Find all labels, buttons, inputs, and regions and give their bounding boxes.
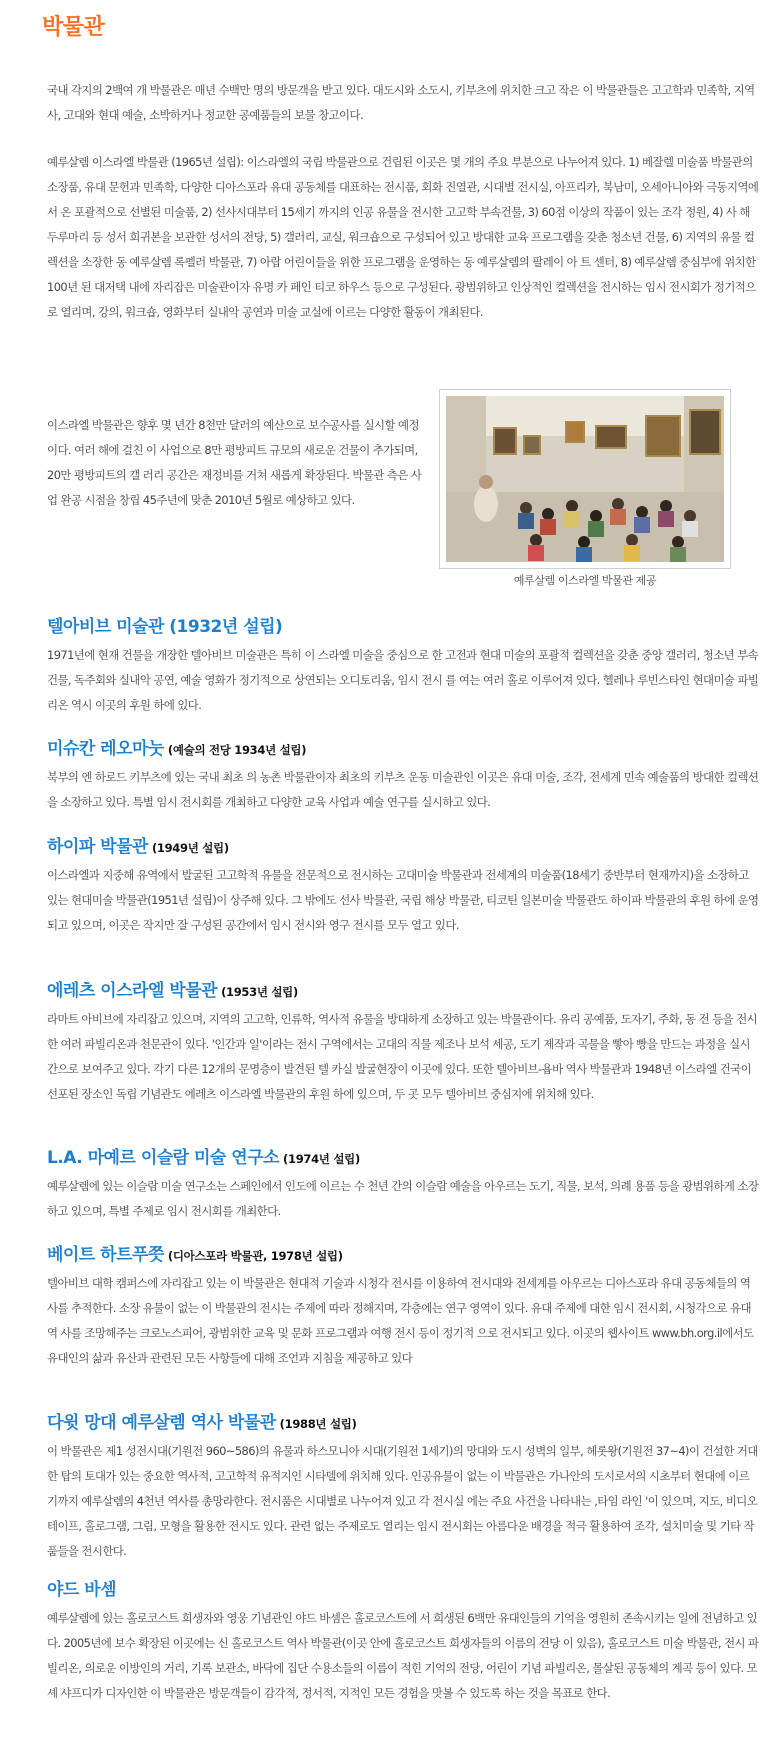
section-title: 야드 바셈 xyxy=(47,1580,117,1600)
section-subtitle: (1949년 설립) xyxy=(151,841,229,855)
section-title: 베이트 하트푸쯧 xyxy=(47,1245,164,1265)
section-body: 이스라엘과 지중해 유역에서 발굴된 고고학적 유물을 전문적으로 전시하는 고대미술 박물관과 전세계의 미술품(18세기 중반부터 현재까지)을 소장하고 있는 현대미술 박물관(1951년 설립)이 상주해 있다. 그 밖에도 선사 박물관, 국립 해상 박물관, 티코틴 일본미술 박물관도 하이파 박물관의 후원 하에 운영되고 있으며, 이곳은 작지만 잘 구성된 공간에서 임시 전시와 영구 전시를 모두 열고 있다. xyxy=(47,868,759,932)
section-title: 다윗 망대 예루살렘 역사 박물관 xyxy=(47,1413,276,1433)
museum-photo-image xyxy=(446,396,724,562)
section-eretz-israel-museum xyxy=(47,978,759,1107)
section-body: 1971년에 현재 건물을 개장한 텔아비브 미술관은 특히 이 스라엘 미술을 중심으로 한 고전과 현대 미술의 포괄적 컬렉션을 갖춘 중앙 갤러리, 청소년 부속건물, 독주회와 실내악 공연, 예술 영화가 정기적으로 상연되는 오디토리움, 임시 전시 를 여는 여러 홀로 이루어져 있다. 헬레나 루빈스타인 현대미술 파빌리온 역시 이곳의 후원 하에 있다. xyxy=(47,648,759,712)
section-subtitle: (디아스포라 박물관, 1978년 설립) xyxy=(167,1249,343,1263)
section-subtitle: (1974년 설립) xyxy=(283,1152,360,1166)
section-title: 에레츠 이스라엘 박물관 xyxy=(47,981,218,1001)
museum-photo xyxy=(439,389,731,569)
section-body: 텔아비브 대학 캠퍼스에 자리잡고 있는 이 박물관은 현대적 기술과 시청각 전시를 이용하여 전시대와 전세계를 아우르는 디아스포라 유대 공동체들의 역사를 추적한다. 소장 유물이 없는 이 박물관의 전시는 주제에 따라 정해지며, 각층에는 연구 영역이 있다. 유대 주제에 대한 임시 전시회, 시청각으로 유대 역 사를 조망해주는 크로노스피어, 광범위한 교육 및 문화 프로그램과 여행 전시 등이 정기적 으로 전시되고 있다. 이곳의 웹사이트 www.bh.org.il에서도 유대인의 삶과 유산과 관련된 모든 사항들에 대해 조언과 지침을 제공하고 있다 xyxy=(47,1276,754,1365)
section-title: 하이파 박물관 xyxy=(47,837,148,857)
section-beit-hatfutsot xyxy=(47,1242,759,1371)
section-body: 예루살렘에 있는 홀로코스트 희생자와 영웅 기념관인 야드 바셈은 홀로코스트에 서 희생된 6백만 유대인들의 기억을 영원히 존속시키는 일에 전념하고 있다. 2005년에 보수 확장된 이곳에는 신 홀로코스트 역사 박물관(이곳 안에 홀로코스트 희생자들의 이름의 전당 이 있음), 홀로코스트 미술 박물관, 전시 파빌리온, 의로운 이방인의 거리, 기록 보관소, 바닥에 집단 수용소들의 이름이 적힌 기억의 전당, 어린이 기념 파빌리온, 몰살된 공동체의 계곡 등이 있다. 모셰 샤프디가 디자인한 이 박물관은 방문객들이 감각적, 정서적, 지적인 모든 경험을 맛볼 수 있도록 하는 것을 목표로 한다. xyxy=(47,1611,759,1700)
renovation-paragraph: 이스라엘 박물관은 향후 몇 년간 8천만 달러의 예산으로 보수공사를 실시할 예정이다. 여러 해에 걸친 이 사업으로 8만 평방피트 규모의 새로운 건물이 추가되며, 20만 평방피트의 갤 러리 공간은 재정비를 거쳐 새롭게 확장된다. 박물관 측은 사업 완공 시점을 창립 45주년에 맞춘 2010년 5월로 예상하고 있다. xyxy=(47,418,422,507)
section-body: 이 박물관은 제1 성전시대(기원전 960~586)의 유물과 하스모니아 시대(기원전 1세기)의 망대와 도시 성벽의 일부, 헤롯왕(기원전 37~4)이 건설한 거대한 탑의 토대가 있는 중요한 역사적, 고고학적 유적지인 시타델에 위치해 있다. 인공유물이 없는 이 박물관은 가나안의 도시로서의 시초부터 현대에 이르 기까지 예루살렘의 4천년 역사를 총망라한다. 전시품은 시대별로 나누어져 있고 각 전시실 에는 주요 사건을 나타내는 ‚타임 라인 '이 있으며, 지도, 비디오테이프, 홀로그램, 그림, 모형을 활용한 전시도 있다. 관련 없는 주제로도 열리는 임시 전시회는 아름다운 배경을 적극 활용하여 조각, 설치미술 및 기타 작품들을 전시한다. xyxy=(47,1444,758,1558)
section-yad-vashem xyxy=(47,1577,759,1706)
section-title: 텔아비브 미술관 (1932년 설립) xyxy=(47,617,283,637)
section-body: 라마트 아비브에 자리잡고 있으며, 지역의 고고학, 인류학, 역사적 유물을 방대하게 소장하고 있는 박물관이다. 유리 공예품, 도자기, 주화, 동 전 등을 전시한 여러 파빌리온과 천문관이 있다. '인간과 일'이라는 전시 구역에서는 고대의 직물 제조나 보석 세공, 도기 제작과 곡물을 빻아 빵을 만드는 과정을 실시간으로 보여주고 있다. 각기 다른 12개의 문명층이 발견된 텔 카실 발굴현장이 이곳에 있다. 또한 텔아비브-욥바 역사 박물관과 1948년 이스라엘 건국이 선포된 장소인 독립 기념관도 에레츠 이스라엘 박물관의 후원 하에 있으며, 두 곳 모두 텔아비브 중심지에 위치해 있다. xyxy=(47,1012,758,1101)
section-tower-of-david xyxy=(47,1410,759,1564)
section-haifa-museum xyxy=(47,834,759,938)
section-subtitle: (1953년 설립) xyxy=(221,985,298,999)
intro-paragraph: 국내 각지의 2백여 개 박물관은 매년 수백만 명의 방문객을 받고 있다. 대도시와 소도시, 키부츠에 위치한 크고 작은 이 박물관들은 고고학과 민족학, 지역사, 고대와 현대 예술, 소박하거나 정교한 공예품들의 보물 창고이다. xyxy=(47,83,755,122)
section-subtitle: (1988년 설립) xyxy=(279,1417,357,1431)
section-islamic-art-institute xyxy=(47,1145,759,1224)
section-subtitle: (예술의 전당 1934년 설립) xyxy=(167,743,307,757)
page-title: 박물관 xyxy=(42,15,105,40)
section-title: 미슈칸 레오마눗 xyxy=(47,739,164,759)
photo-caption: 예루살렘 이스라엘 박물관 제공 xyxy=(513,574,657,587)
section-title: L.A. 마예르 이슬람 미술 연구소 xyxy=(47,1148,280,1168)
section-body: 북부의 엔 하로드 키부츠에 있는 국내 최초 의 농촌 박물관이자 최초의 키부츠 운동 미술관인 이곳은 유대 미술, 조각, 전세계 민속 예술품의 방대한 컬렉션을 소장하고 있다. 특별 임시 전시회를 개최하고 다양한 교육 사업과 예술 연구를 실시하고 있다. xyxy=(47,770,759,809)
section-tel-aviv-museum xyxy=(47,614,759,718)
section-mishkan-leomanut xyxy=(47,736,759,815)
section-body: 예루살렘에 있는 이슬람 미술 연구소는 스페인에서 인도에 이르는 수 천년 간의 이슬람 예술을 아우르는 도기, 직물, 보석, 의례 용품 등을 광범위하게 소장하고 있으며, 특별 주제로 임시 전시회를 개최한다. xyxy=(47,1179,759,1218)
israel-museum-paragraph: 예루살렘 이스라엘 박물관 (1965년 설립): 이스라엘의 국립 박물관으로 건립된 이곳은 몇 개의 주요 부분으로 나누어져 있다. 1) 베잘렐 미술품 박물관의 소장품, 유대 문헌과 민족학, 다양한 디아스포라 유대 공동체를 대표하는 전시품, 회화 진열관, 시대별 전시실, 아프리카, 북남미, 오세아니아와 극동지역에서 온 포괄적으로 선별된 미술품, 2) 선사시대부터 15세기 까지의 인공 유물을 전시한 고고학 부속건물, 3) 60점 이상의 작품이 있는 조각 정원, 4) 사 해 두루마리 등 성서 희귀본을 보관한 성서의 전당, 5) 갤러리, 교실, 워크숍으로 구성되어 있고 방대한 교육 프로그램을 갖춘 청소년 건물, 6) 지역의 유물 컬렉션을 소장한 동 예루살렘 록펠러 박물관, 7) 아랍 어린이들을 위한 프로그램을 운영하는 동 예루살렘의 팔레이 아 트 센터, 8) 예루살렘 중심부에 위치한 100년 된 대저택 내에 자리잡은 미술관이자 유명 카 페인 티코 하우스 등으로 구성된다. 광범위하고 인상적인 컬렉션을 전시하는 임시 전시회가 정기적으로 열리며, 강의, 워크숍, 영화부터 실내악 공연과 미술 교실에 이르는 다양한 활동이 개최된다. xyxy=(47,155,759,319)
